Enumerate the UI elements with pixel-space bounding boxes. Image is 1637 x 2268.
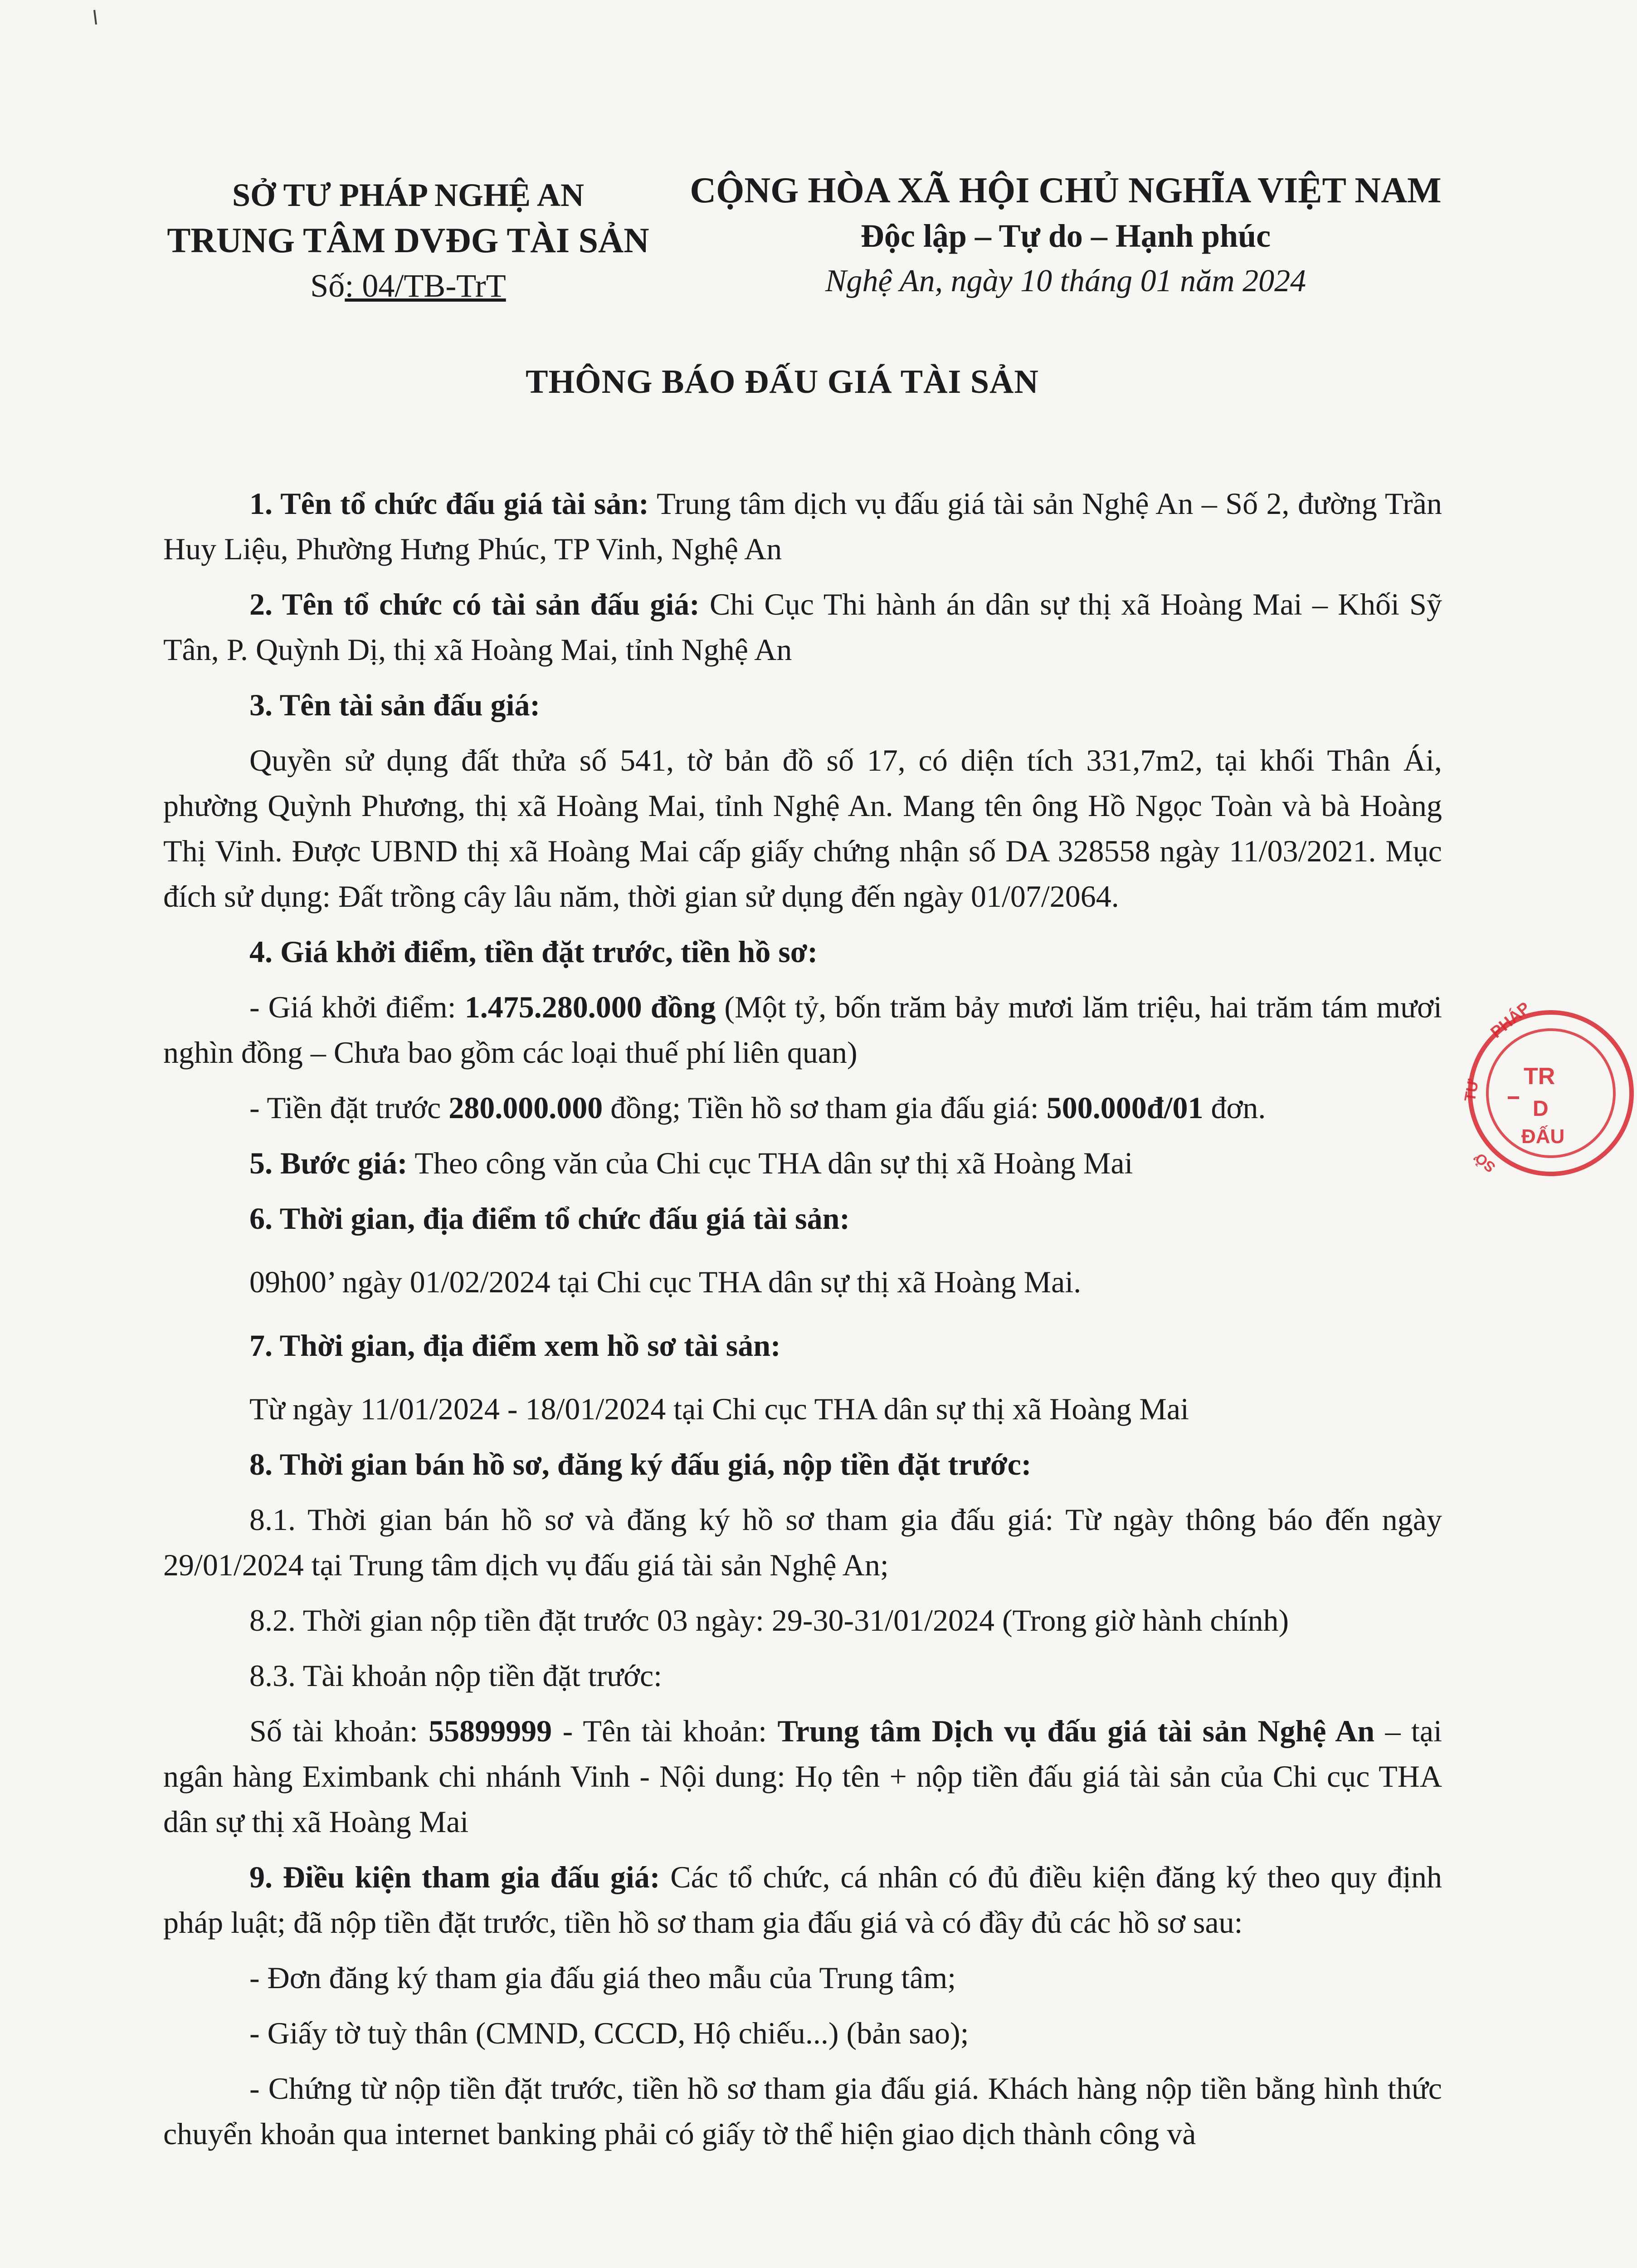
fee-label: đồng; Tiền hồ sơ tham gia đấu giá: — [603, 1090, 1047, 1125]
svg-text:SỞ: SỞ — [1471, 1149, 1499, 1176]
deposit-line — [163, 1085, 1442, 1130]
section-5-label: 5. Bước giá: — [249, 1146, 408, 1180]
section-3-label: 3. Tên tài sản đấu giá: — [249, 688, 541, 722]
section-1-label: 1. Tên tổ chức đấu giá tài sản: — [249, 486, 649, 521]
account-details: – tại ngân hàng Eximbank chi nhánh Vinh - Nội dung: Họ tên + nộp tiền đấu giá tài sản của Chi cục THA dân sự thị xã Hoàng Mai — [163, 1714, 1442, 1839]
requirement-3: - Chứng từ nộp tiền đặt trước, tiền hồ sơ tham gia đấu giá. Khách hàng nộp tiền bằng hình thức chuyển khoản qua internet banking phải có giấy tờ thể hiện giao dịch thành công và — [163, 2071, 1442, 2151]
ministry-name: SỞ TƯ PHÁP NGHỆ AN — [232, 177, 585, 213]
section-8-1: 8.1. Thời gian bán hồ sơ và đăng ký hồ sơ tham gia đấu giá: Từ ngày thông báo đến ngày 29/01/2024 tại Trung tâm dịch vụ đấu giá tài sản Nghệ An; — [163, 1502, 1442, 1582]
section-6-label: 6. Thời gian, địa điểm tổ chức đấu giá tài sản: — [249, 1201, 850, 1236]
section-8-heading — [163, 1442, 1442, 1487]
section-1 — [163, 481, 1442, 572]
section-6-text: 09h00’ ngày 01/02/2024 tại Chi cục THA dân sự thị xã Hoàng Mai. — [249, 1265, 1082, 1299]
svg-text:D: D — [1533, 1097, 1549, 1121]
section-4-label: 4. Giá khởi điểm, tiền đặt trước, tiền hồ sơ: — [249, 934, 818, 969]
section-8-label: 8. Thời gian bán hồ sơ, đăng ký đấu giá, nộp tiền đặt trước: — [249, 1447, 1032, 1481]
document-number — [163, 263, 653, 308]
bank-account — [163, 1708, 1442, 1844]
requirement-2: - Giấy tờ tuỳ thân (CMND, CCCD, Hộ chiếu...) (bản sao); — [249, 2016, 969, 2050]
section-1-text: Trung tâm dịch vụ đấu giá tài sản Nghệ An – Số 2, đường Trần Huy Liệu, Phường Hưng Phúc, TP Vinh, Nghệ An — [163, 486, 1442, 566]
national-motto: Độc lập – Tự do – Hạnh phúc — [860, 218, 1271, 254]
starting-price-label: - Giá khởi điểm: — [249, 990, 465, 1024]
svg-text:PHÁP: PHÁP — [1486, 998, 1534, 1042]
document-body — [163, 481, 1442, 2156]
section-6-heading — [163, 1196, 1442, 1241]
scan-speck — [91, 9, 100, 27]
svg-text:TR: TR — [1524, 1063, 1555, 1090]
official-seal — [1461, 998, 1637, 1179]
requirement-1: - Đơn đăng ký tham gia đấu giá theo mẫu của Trung tâm; — [249, 1960, 956, 1995]
document-number-value: : 04/TB-TrT — [345, 268, 506, 304]
section-9 — [163, 1854, 1442, 1945]
account-number: 55899999 — [429, 1714, 552, 1748]
account-name-label: - Tên tài khoản: — [552, 1714, 778, 1748]
header-right — [662, 168, 1469, 304]
section-2 — [163, 582, 1442, 672]
document-number-label: Số — [310, 268, 345, 304]
fee-suffix: đơn. — [1203, 1090, 1266, 1125]
section-9-label: 9. Điều kiện tham gia đấu giá: — [249, 1860, 660, 1894]
section-8-2: 8.2. Thời gian nộp tiền đặt trước 03 ngày: 29-30-31/01/2024 (Trong giờ hành chính) — [249, 1603, 1289, 1637]
starting-price-words: (Một tỷ, bốn trăm bảy mươi lăm triệu, hai trăm tám mươi nghìn đồng – Chưa bao gồm các loại thuế phí liên quan) — [163, 990, 1442, 1070]
section-5 — [163, 1140, 1442, 1186]
section-2-label: 2. Tên tổ chức có tài sản đấu giá: — [249, 587, 700, 621]
svg-text:ĐẤU: ĐẤU — [1521, 1125, 1565, 1148]
document-title: THÔNG BÁO ĐẤU GIÁ TÀI SẢN — [526, 363, 1039, 401]
section-7-text: Từ ngày 11/01/2024 - 18/01/2024 tại Chi cục THA dân sự thị xã Hoàng Mai — [249, 1392, 1189, 1426]
section-5-text: Theo công văn của Chi cục THA dân sự thị xã Hoàng Mai — [407, 1146, 1133, 1180]
national-title: CỘNG HÒA XÃ HỘI CHỦ NGHĨA VIỆT NAM — [690, 171, 1442, 210]
section-3-heading — [163, 682, 1442, 728]
section-7-label: 7. Thời gian, địa điểm xem hồ sơ tài sản: — [249, 1328, 781, 1363]
section-2-text: Chi Cục Thi hành án dân sự thị xã Hoàng Mai – Khối Sỹ Tân, P. Quỳnh Dị, thị xã Hoàng Mai, tỉnh Nghệ An — [163, 587, 1442, 667]
section-3-text: Quyền sử dụng đất thửa số 541, tờ bản đồ số 17, có diện tích 331,7m2, tại khối Thân Ái, phường Quỳnh Phương, thị xã Hoàng Mai, tỉnh Nghệ An. Mang tên ông Hồ Ngọc Toàn và bà Hoàng Thị Vinh. Được UBND thị xã Hoàng Mai cấp giấy chứng nhận số DA 328558 ngày 11/03/2021. Mục đích sử dụng: Đất trồng cây lâu năm, thời gian sử dụng đến ngày 01/07/2064. — [163, 743, 1442, 914]
section-8-3: 8.3. Tài khoản nộp tiền đặt trước: — [249, 1658, 663, 1693]
section-9-text: Các tổ chức, cá nhân có đủ điều kiện đăng ký theo quy định pháp luật; đã nộp tiền đặt trước, tiền hồ sơ tham gia đấu giá và có đầy đủ các hồ sơ sau: — [163, 1860, 1442, 1940]
account-number-label: Số tài khoản: — [249, 1714, 429, 1748]
fee-value: 500.000đ/01 — [1046, 1090, 1203, 1125]
document-date: Nghệ An, ngày 10 tháng 01 năm 2024 — [825, 264, 1306, 298]
account-name: Trung tâm Dịch vụ đấu giá tài sản Nghệ An — [777, 1714, 1375, 1748]
header-left — [163, 172, 653, 308]
svg-text:TƯ: TƯ — [1461, 1078, 1482, 1103]
starting-price — [163, 984, 1442, 1075]
section-7-heading — [163, 1323, 1442, 1368]
center-name: TRUNG TÂM DVĐG TÀI SẢN — [167, 220, 649, 260]
section-4-heading — [163, 929, 1442, 974]
deposit-label: - Tiền đặt trước — [249, 1090, 449, 1125]
deposit-value: 280.000.000 — [448, 1090, 603, 1125]
starting-price-value: 1.475.280.000 đồng — [464, 990, 716, 1024]
